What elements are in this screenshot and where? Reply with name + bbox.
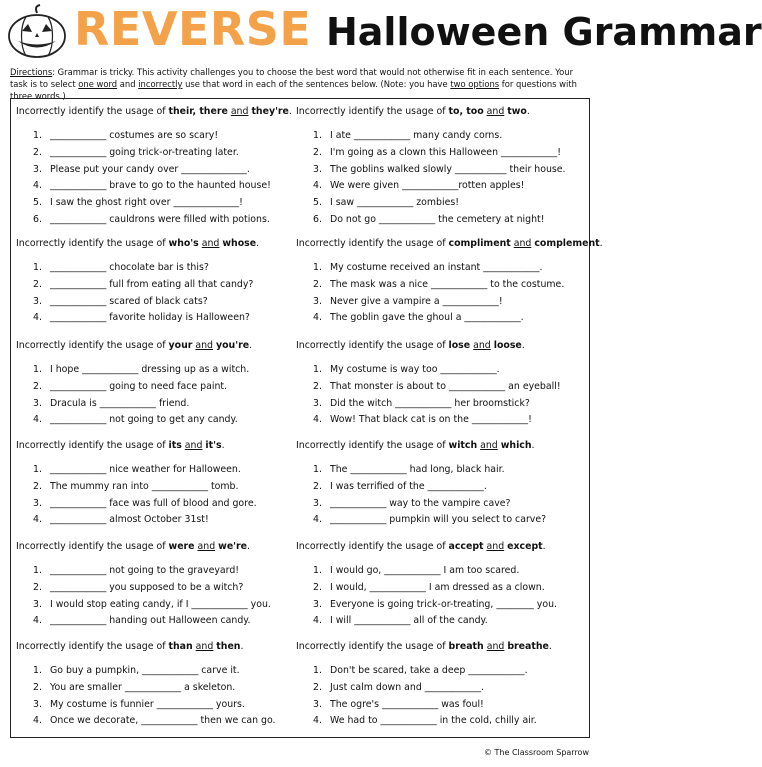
heading-part: and [184, 440, 203, 451]
question-text[interactable]: We had to ____________ in the cold, chilly air. [330, 715, 537, 727]
directions-text-4: for questions with three words.) [10, 79, 577, 101]
question-item [296, 379, 580, 396]
question-text[interactable]: The goblin gave the ghoul a ____________. [330, 312, 524, 324]
question-list [16, 128, 290, 229]
question-item [296, 294, 580, 311]
question-number: 2. [33, 146, 42, 158]
question-item [296, 145, 580, 162]
question-number: 3. [33, 295, 42, 307]
heading-part: . [531, 440, 535, 451]
question-number: 4. [313, 615, 322, 627]
question-text[interactable]: ____________ not going to the graveyard! [50, 565, 240, 576]
heading-part: . [599, 238, 603, 249]
heading-part: Incorrectly identify the usage of [296, 106, 449, 117]
heading-part: Incorrectly identify the usage of [16, 238, 169, 249]
question-number: 1. [33, 130, 42, 141]
heading-part: and [513, 238, 532, 249]
question-text[interactable]: We were given ____________rotten apples! [330, 180, 525, 192]
question-number: 2. [313, 480, 322, 492]
question-text[interactable]: The ogre's ____________ was foul! [330, 698, 484, 710]
question-item [296, 212, 580, 229]
question-text[interactable]: My costume is way too ____________. [330, 364, 500, 375]
section-heading [296, 541, 546, 552]
heading-part: we're [218, 541, 248, 552]
heading-part: . [247, 541, 251, 552]
heading-part: were [168, 541, 195, 552]
question-text[interactable]: I was terrified of the ____________. [330, 480, 487, 492]
question-text[interactable]: ____________ you supposed to be a witch? [50, 581, 244, 593]
question-list [296, 462, 580, 529]
heading-part: Incorrectly identify the usage of [16, 641, 169, 652]
question-text[interactable]: ____________ face was full of blood and gore. [50, 497, 257, 509]
heading-part: compliment [448, 238, 511, 249]
question-text[interactable]: Once we decorate, ____________ then we can go. [50, 715, 276, 727]
question-text[interactable]: Don't be scared, take a deep ____________. [330, 665, 528, 676]
question-number: 3. [313, 698, 322, 710]
question-item [296, 412, 580, 429]
question-item [16, 479, 290, 496]
question-list [16, 362, 290, 429]
question-text[interactable]: ____________ scared of black cats? [50, 295, 208, 307]
question-text[interactable]: Dracula is ____________ friend. [50, 397, 190, 409]
heading-part: Incorrectly identify the usage of [16, 106, 169, 117]
heading-part: and [486, 641, 505, 652]
question-number: 1. [313, 262, 322, 273]
question-text[interactable]: Go buy a pumpkin, ____________ carve it. [50, 665, 240, 676]
heading-part: . [542, 541, 546, 552]
section-heading [16, 340, 252, 351]
section-heading [16, 641, 243, 652]
question-item [16, 713, 290, 730]
directions-label: Directions [10, 67, 53, 77]
heading-part: Incorrectly identify the usage of [16, 440, 169, 451]
question-text[interactable]: ____________ brave to go to the haunted house! [50, 180, 271, 192]
question-item [296, 277, 580, 294]
heading-part: . [526, 106, 530, 117]
title-rest: Halloween Grammar [325, 10, 762, 54]
question-text[interactable]: ____________ full from eating all that candy? [50, 278, 254, 290]
title-reverse: REVERSE [74, 2, 312, 56]
directions-emphasis-1: one word [78, 79, 118, 89]
heading-part: breath [448, 641, 484, 652]
question-item [296, 260, 580, 277]
question-number: 3. [33, 397, 42, 409]
question-item [296, 479, 580, 496]
heading-part: and [195, 340, 214, 351]
question-text[interactable]: Did the witch ____________ her broomstick? [330, 397, 530, 409]
section-heading [296, 106, 530, 117]
heading-part: then [216, 641, 241, 652]
question-item [296, 663, 580, 680]
question-item [296, 512, 580, 529]
question-text[interactable]: Wow! That black cat is on the ____________! [330, 414, 532, 426]
question-item [296, 310, 580, 327]
heading-part: and [197, 541, 216, 552]
question-item [16, 294, 290, 311]
question-item [296, 162, 580, 179]
question-text[interactable]: ____________ nice weather for Halloween. [50, 464, 241, 475]
heading-part: and [201, 238, 220, 249]
question-number: 4. [33, 312, 42, 324]
question-item [16, 145, 290, 162]
question-list [296, 563, 580, 630]
question-item [16, 212, 290, 229]
directions-emphasis-3: two options [450, 79, 500, 89]
question-text[interactable]: You are smaller ____________ a skeleton. [50, 681, 236, 693]
question-number: 1. [33, 665, 42, 676]
question-text[interactable]: ____________ pumpkin will you select to carve? [330, 514, 547, 526]
directions-text-1: : Grammar is tricky. This activity challenges you to choose the best word that would not otherwise fit in each sentence. Your task is to select [10, 67, 574, 89]
heading-part: and [230, 106, 249, 117]
question-item [296, 396, 580, 413]
question-number: 6. [313, 213, 322, 225]
question-number: 4. [33, 514, 42, 526]
question-text[interactable]: ____________ almost October 31st! [50, 514, 209, 526]
question-text[interactable]: ____________ going trick-or-treating later. [50, 146, 239, 158]
question-text[interactable]: I'm going as a clown this Halloween ____________! [330, 146, 561, 158]
question-text[interactable]: The mask was a nice ____________ to the costume. [330, 278, 565, 290]
heading-part: lose [448, 340, 471, 351]
question-number: 4. [313, 414, 322, 426]
question-number: 1. [313, 565, 322, 576]
question-item [16, 462, 290, 479]
heading-part: and [486, 541, 505, 552]
question-number: 1. [313, 130, 322, 141]
question-number: 4. [33, 715, 42, 727]
question-item [16, 178, 290, 195]
heading-part: witch [448, 440, 478, 451]
question-number: 1. [33, 464, 42, 475]
question-item [16, 362, 290, 379]
question-text[interactable]: Please put your candy over ______________. [50, 163, 250, 175]
question-item [16, 277, 290, 294]
question-text[interactable]: ____________ going to need face paint. [50, 380, 228, 392]
question-item [296, 128, 580, 145]
question-text[interactable]: My costume received an instant ____________. [330, 262, 543, 273]
question-text[interactable]: I saw the ghost right over ______________! [50, 197, 243, 209]
question-number: 2. [313, 146, 322, 158]
question-number: 3. [33, 598, 42, 610]
question-number: 4. [33, 615, 42, 627]
question-text[interactable]: I will ____________ all of the candy. [330, 615, 488, 627]
question-number: 4. [313, 715, 322, 727]
question-item [16, 613, 290, 630]
question-number: 2. [313, 681, 322, 693]
question-number: 2. [33, 278, 42, 290]
header [0, 0, 762, 64]
question-item [16, 310, 290, 327]
question-list [16, 462, 290, 529]
question-number: 2. [313, 581, 322, 593]
question-number: 6. [33, 213, 42, 225]
heading-part: Incorrectly identify the usage of [16, 541, 169, 552]
question-item [16, 496, 290, 513]
question-item [296, 195, 580, 212]
question-text[interactable]: Never give a vampire a ____________! [330, 295, 503, 307]
question-text[interactable]: ____________ way to the vampire cave? [330, 497, 511, 509]
heading-part: its [168, 440, 182, 451]
question-item [16, 697, 290, 714]
heading-part: and [486, 106, 505, 117]
heading-part: two [507, 106, 527, 117]
question-text[interactable]: I ate ____________ many candy corns. [330, 130, 503, 141]
question-item [296, 178, 580, 195]
question-number: 2. [313, 278, 322, 290]
question-number: 3. [33, 163, 42, 175]
section-heading [16, 238, 259, 249]
heading-part: . [221, 440, 225, 451]
question-number: 2. [33, 681, 42, 693]
question-number: 1. [33, 565, 42, 576]
heading-part: Incorrectly identify the usage of [16, 340, 169, 351]
question-list [296, 260, 580, 327]
directions [10, 66, 590, 102]
heading-part: . [548, 641, 552, 652]
question-item [296, 613, 580, 630]
question-item [296, 697, 580, 714]
question-text[interactable]: Everyone is going trick-or-treating, ________ you. [330, 598, 558, 610]
question-number: 4. [313, 514, 322, 526]
question-text[interactable]: Just calm down and ____________. [330, 681, 484, 693]
question-item [16, 680, 290, 697]
question-item [296, 362, 580, 379]
jack-o-lantern-icon [6, 4, 68, 60]
question-number: 1. [313, 665, 322, 676]
heading-part: who's [168, 238, 199, 249]
question-number: 1. [33, 262, 42, 273]
heading-part: . [249, 340, 253, 351]
question-number: 3. [33, 698, 42, 710]
question-item [296, 713, 580, 730]
question-number: 4. [33, 414, 42, 426]
heading-part: Incorrectly identify the usage of [296, 238, 449, 249]
question-number: 3. [313, 397, 322, 409]
question-number: 3. [33, 497, 42, 509]
question-text[interactable]: The mummy ran into ____________ tomb. [50, 480, 239, 492]
section-heading [296, 641, 552, 652]
heading-part: and [473, 340, 491, 351]
question-list [296, 128, 580, 229]
question-text[interactable]: ____________ cauldrons were filled with potions. [50, 213, 270, 225]
question-text[interactable]: The goblins walked slowly ___________ their house. [330, 163, 566, 175]
question-text[interactable]: I would go, ____________ I am too scared. [330, 565, 520, 576]
question-text[interactable]: The ____________ had long, black hair. [330, 464, 505, 475]
question-number: 2. [33, 380, 42, 392]
question-text[interactable]: ____________ chocolate bar is this? [50, 262, 209, 273]
question-item [16, 128, 290, 145]
heading-part: . [240, 641, 244, 652]
question-item [16, 580, 290, 597]
question-number: 5. [313, 197, 322, 209]
question-text[interactable]: ____________ not going to get any candy. [50, 414, 238, 426]
heading-part: accept [448, 541, 484, 552]
question-text[interactable]: Do not go ____________ the cemetery at night! [330, 213, 545, 225]
heading-part: complement [534, 238, 600, 249]
heading-part: and [480, 440, 498, 451]
heading-part: . [521, 340, 525, 351]
question-item [16, 195, 290, 212]
heading-part: Incorrectly identify the usage of [296, 541, 449, 552]
question-number: 3. [313, 497, 322, 509]
question-list [16, 663, 290, 730]
question-text[interactable]: I would, ____________ I am dressed as a clown. [330, 581, 545, 593]
question-number: 4. [313, 180, 322, 192]
question-list [296, 362, 580, 429]
heading-part: which [500, 440, 532, 451]
heading-part: whose [222, 238, 257, 249]
section-heading [296, 440, 535, 451]
section-heading [296, 340, 525, 351]
question-item [296, 680, 580, 697]
question-number: 1. [313, 364, 322, 375]
directions-text-3: use that word in each of the sentences below. (Note: you have [182, 79, 451, 89]
question-item [16, 379, 290, 396]
heading-part: Incorrectly identify the usage of [296, 641, 449, 652]
heading-part: . [256, 238, 260, 249]
heading-part: to, too [448, 106, 484, 117]
question-item [16, 162, 290, 179]
question-number: 2. [33, 581, 42, 593]
question-number: 3. [313, 163, 322, 175]
question-item [296, 462, 580, 479]
question-number: 3. [313, 598, 322, 610]
question-text[interactable]: I hope ____________ dressing up as a witch. [50, 364, 250, 375]
heading-part: Incorrectly identify the usage of [296, 340, 449, 351]
question-number: 2. [33, 480, 42, 492]
question-number: 4. [313, 312, 322, 324]
directions-emphasis-2: incorrectly [138, 79, 183, 89]
heading-part: except [507, 541, 543, 552]
question-item [16, 396, 290, 413]
question-item [16, 512, 290, 529]
section-heading [16, 541, 250, 552]
heading-part: than [168, 641, 193, 652]
question-number: 2. [313, 380, 322, 392]
heading-part: you're [216, 340, 250, 351]
heading-part: it's [205, 440, 222, 451]
question-number: 1. [313, 464, 322, 475]
section-heading [296, 238, 603, 249]
question-item [16, 597, 290, 614]
question-item [296, 563, 580, 580]
question-item [296, 597, 580, 614]
heading-part: Incorrectly identify the usage of [296, 440, 449, 451]
question-text[interactable]: My costume is funnier ____________ yours. [50, 698, 245, 710]
question-item [16, 663, 290, 680]
heading-part: they're [251, 106, 289, 117]
footer-credit: © The Classroom Sparrow [483, 748, 589, 757]
question-text[interactable]: I saw ____________ zombies! [330, 197, 460, 209]
question-list [16, 563, 290, 630]
question-item [16, 412, 290, 429]
question-item [296, 496, 580, 513]
page-title [74, 2, 762, 59]
heading-part: your [168, 340, 193, 351]
heading-part: loose [493, 340, 522, 351]
question-list [16, 260, 290, 327]
question-item [16, 563, 290, 580]
section-heading [16, 440, 225, 451]
section-heading [16, 106, 292, 117]
heading-part: breathe [507, 641, 549, 652]
heading-part: their, there [168, 106, 228, 117]
question-number: 5. [33, 197, 42, 209]
question-list [296, 663, 580, 730]
question-text[interactable]: ____________ costumes are so scary! [50, 130, 219, 141]
question-number: 3. [313, 295, 322, 307]
question-number: 1. [33, 364, 42, 375]
question-item [16, 260, 290, 277]
question-text[interactable]: ____________ favorite holiday is Halloween? [50, 312, 250, 324]
question-item [296, 580, 580, 597]
question-text[interactable]: That monster is about to ____________ an eyeball! [330, 380, 561, 392]
heading-part: and [195, 641, 214, 652]
directions-text-2: and [117, 79, 139, 89]
heading-part: . [288, 106, 292, 117]
question-text[interactable]: ____________ handing out Halloween candy. [50, 615, 251, 627]
question-number: 4. [33, 180, 42, 192]
question-text[interactable]: I would stop eating candy, if I ____________ you. [50, 598, 271, 610]
